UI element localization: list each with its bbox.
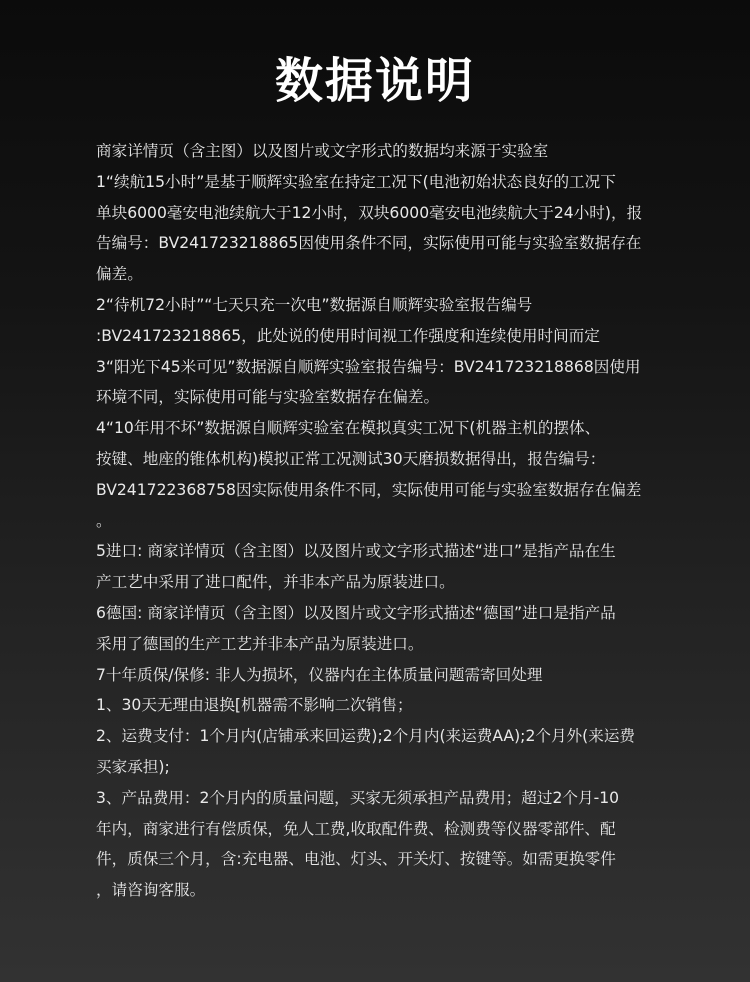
text-line: 产工艺中采用了进口配件，并非本产品为原装进口。	[96, 573, 455, 592]
text-line: 5进口: 商家详情页（含主图）以及图片或文字形式描述“进口”是指产品在生	[96, 542, 616, 561]
text-line: 环境不同，实际使用可能与实验室数据存在偏差。	[96, 388, 440, 407]
text-line: 采用了德国的生产工艺并非本产品为原装进口。	[96, 634, 424, 653]
text-line: 1、30天无理由退换[机器需不影响二次销售；	[96, 696, 413, 715]
text-line: ，请咨询客服。	[96, 881, 206, 900]
page-title: 数据说明	[274, 53, 475, 109]
text-line: 6德国: 商家详情页（含主图）以及图片或文字形式描述“德国”进口是指产品	[96, 603, 616, 622]
text-line: 买家承担);	[96, 757, 170, 776]
text-line: 7十年质保/保修: 非人为损坏，仪器内在主体质量问题需寄回处理	[96, 665, 543, 684]
text-line: 件，质保三个月，含:充电器、电池、灯头、开关灯、按键等。如需更换零件	[96, 850, 616, 869]
text-line: 1“续航15小时”是基于顺辉实验室在持定工况下(电池初始状态良好的工况下	[96, 172, 616, 191]
text-line: 偏差。	[96, 265, 143, 284]
text-line: 告编号：BV241723218865因使用条件不同，实际使用可能与实验室数据存在	[96, 234, 642, 253]
text-line: 3“阳光下45米可见”数据源自顺辉实验室报告编号：BV241723218868因使用	[96, 357, 641, 376]
text-line: 4“10年用不坏”数据源自顺辉实验室在模拟真实工况下(机器主机的摆体、	[96, 419, 601, 438]
text-line: 单块6000毫安电池续航大于12小时，双块6000毫安电池续航大于24小时)，报	[96, 203, 643, 222]
text-line: 2“待机72小时”“七天只充一次电”数据源自顺辉实验室报告编号	[96, 295, 533, 314]
text-line: BV241722368758因实际使用条件不同，实际使用可能与实验室数据存在偏差	[96, 480, 642, 499]
text-line: 2、运费支付：1个月内(店铺承来回运费);2个月内(来运费AA);2个月外(来运费	[96, 727, 636, 746]
text-line: 商家详情页（含主图）以及图片或文字形式的数据均来源于实验室	[96, 142, 549, 160]
text-line: 按键、地座的锥体机构)模拟正常工况测试30天磨损数据得出，报告编号：	[96, 449, 606, 468]
text-line: 年内，商家进行有偿质保，免人工费,收取配件费、检测费等仪器零部件、配	[96, 819, 616, 838]
text-line: :BV241723218865，此处说的使用时间视工作强度和连续使用时间而定	[96, 326, 600, 345]
text-line: 3、产品费用：2个月内的质量问题，买家无须承担产品费用；超过2个月-10	[96, 788, 620, 807]
description-block	[96, 136, 678, 906]
text-line: 。	[96, 511, 112, 530]
